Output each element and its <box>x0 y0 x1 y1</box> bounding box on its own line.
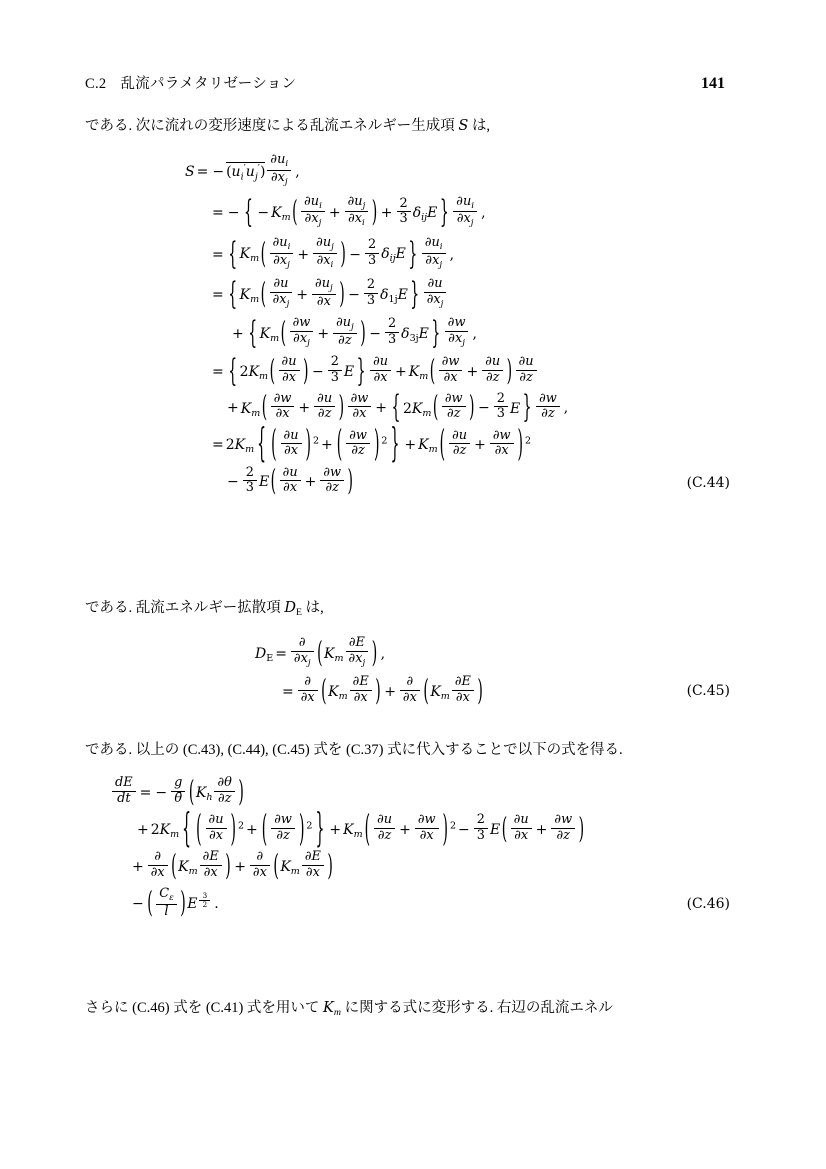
header-section-number: C.2 <box>85 76 107 92</box>
paragraph-4-text: さらに (C.46) 式を (C.41) 式を用いて $K_m$ に関する式に変形する. 右辺の乱流エネル <box>85 1000 613 1019</box>
equation-C46 <box>85 775 730 927</box>
paragraph-1-text: である. 次に流れの変形速度による乱流エネルギー生成項 S は, <box>85 118 491 134</box>
eq44-line-8: = $2K_m$ { ( $\frac{\partial u}{\partial x}$ ) $^2$ + ( $\frac{\partial w}{\partial z}$ ) $^2$ } + $K_m$ ( $\frac{\partial u}{\partial z}$ + $\frac{\partial w}{\partial x}$ ) $^2$ <box>212 422 532 468</box>
page-number: 141 <box>701 75 725 92</box>
eq45-line-1: $D_E$ = $\frac{\partial}{\partial x_j}$ ( $K_m$ $\frac{\partial E}{\partial x_j}$ ) , <box>255 635 386 671</box>
equation-C44 <box>85 152 730 504</box>
equation-number-C44: (C.44) <box>686 475 730 492</box>
eq44-line-7: + $K_m$ ( $\frac{\partial w}{\partial x}$ + $\frac{\partial u}{\partial z}$ ) $\frac{\partial w}{\partial x}$ + { $2K_m$ ( $\frac{\partial w}{\partial z}$ ) − $\frac{2}{3}$ E } $\frac{\partial w}{\partial z}$ , <box>227 390 569 427</box>
header-section-title: 乱流パラメタリゼーション <box>120 76 297 92</box>
paragraph-4 <box>85 998 730 1021</box>
eq46-line-2: + $2K_m$ { ( $\frac{\partial u}{\partial x}$ ) $^2$ + ( $\frac{\partial w}{\partial z}$ ) $^2$ } + $K_m$ ( $\frac{\partial u}{\partial z}$ + $\frac{\partial w}{\partial x}$ ) $^2$ − $\frac{2}{3}$ E ( $\frac{\partial u}{\partial x}$ + $\frac{\partial w}{\partial z}$ ) <box>137 807 585 853</box>
eq44-line-3: = { $K_m$ ( $\frac{\partial u_i}{\partial x_j}$ + $\frac{\partial u_j}{\partial x_i}$ ) − $\frac{2}{3}$ $\delta_{ij}E$ } $\frac{\partial u_i}{\partial x_j}$ , <box>212 234 455 273</box>
eq44-line-4: = { $K_m$ ( $\frac{\partial u}{\partial x_j}$ + $\frac{\partial u_j}{\partial x}$ ) − $\frac{2}{3}$ $\delta_{1j}E$ } $\frac{\partial u}{\partial x_j}$ <box>85 279 730 311</box>
eq46-line-3: + $\frac{\partial}{\partial x}$ ( $K_m$ $\frac{\partial E}{\partial x}$ ) + $\frac{\partial}{\partial x}$ ( $K_m$ $\frac{\partial E}{\partial x}$ ) <box>132 849 333 883</box>
eq46-line-4: − ( $\frac{C_\varepsilon}{l}$ ) E $^{\frac{3}{2}}$ . (C.46) <box>132 885 730 921</box>
paragraph-1 <box>85 116 730 138</box>
eq44-line-1: S = − $(u_i'u_j')$ $\frac{\partial u_i}{\partial x_j}$ , <box>185 152 300 187</box>
equation-number-C46: (C.46) <box>686 896 730 913</box>
header-section <box>85 72 296 93</box>
eq44-line-6: = { $2K_m$ ( $\frac{\partial u}{\partial x}$ ) − $\frac{2}{3}$ E } $\frac{\partial u}{\partial x}$ + $K_m$ ( $\frac{\partial w}{\partial x}$ + $\frac{\partial u}{\partial z}$ ) $\frac{\partial u}{\partial z}$ <box>85 357 730 387</box>
paragraph-2 <box>85 598 730 621</box>
eq46-line-1: $\frac{dE}{dt}$ = − $\frac{g}{\thetā}$ ( $K_h$ $\frac{\partial\theta}{\partial z}$ ) <box>85 778 730 808</box>
equation-number-C45: (C.45) <box>686 683 730 700</box>
paragraph-2-text: である. 乱流エネルギー拡散項 $D_E$ は, <box>85 600 324 619</box>
paragraph-3: である. 以上の (C.43), (C.44), (C.45) 式を (C.37) 式に代入することで以下の式を得る. <box>85 742 623 758</box>
eq44-line-5: + { $K_m$ ( $\frac{\partial w}{\partial x_j}$ + $\frac{\partial u_j}{\partial z}$ ) − $\frac{2}{3}$ $\delta_{3j}E$ } $\frac{\partial w}{\partial x_j}$ , <box>232 315 477 352</box>
equation-C45 <box>85 635 730 714</box>
page-header <box>85 72 725 93</box>
eq44-line-9: − $\frac{2}{3}$ E ( $\frac{\partial u}{\partial x}$ + $\frac{\partial w}{\partial z}$ ) (C.44) <box>227 464 730 499</box>
eq45-line-2: = $\frac{\partial}{\partial x}$ ( $K_m$ $\frac{\partial E}{\partial x}$ ) + $\frac{\partial}{\partial x}$ ( $K_m$ $\frac{\partial E}{\partial x}$ ) (C.45) <box>282 674 730 709</box>
eq44-line-2: = − { − $K_m$ ( $\frac{\partial u_i}{\partial x_j}$ + $\frac{\partial u_j}{\partial x_i}$ ) + $\frac{2}{3}$ $\delta_{ij}E$ } $\frac{\partial u_i}{\partial x_j}$ , <box>212 193 486 231</box>
